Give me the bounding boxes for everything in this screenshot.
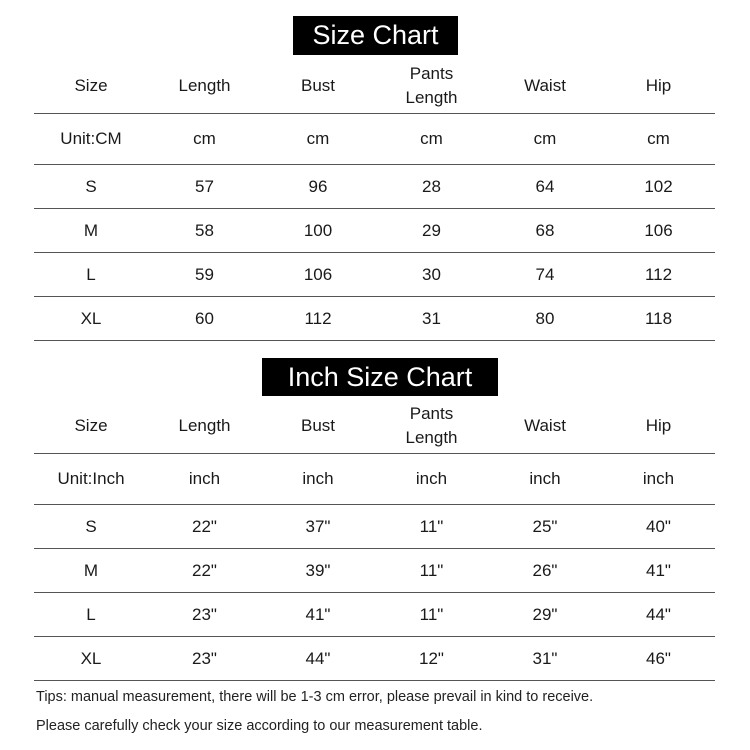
measurement-cell: 29: [375, 209, 488, 253]
measurement-cell: 106: [602, 209, 715, 253]
size-label-cell: XL: [34, 297, 148, 341]
column-header: Pants Length: [375, 398, 488, 454]
size-label-cell: L: [34, 253, 148, 297]
column-header: Waist: [488, 58, 602, 114]
measurement-cell: 59: [148, 253, 261, 297]
measurement-tip: Tips: manual measurement, there will be 1-3 cm error, please prevail in kind to receive.: [36, 689, 594, 705]
table-row: [34, 637, 715, 681]
unit-cell: Unit:Inch: [34, 454, 148, 505]
unit-cell: inch: [488, 454, 602, 505]
unit-cell: inch: [148, 454, 261, 505]
column-header: Size: [34, 58, 148, 114]
measurement-cell: 22": [148, 505, 261, 549]
unit-cell: cm: [375, 114, 488, 165]
size-check-note: Please carefully check your size according to our measurement table.: [36, 718, 483, 734]
size-label-cell: S: [34, 165, 148, 209]
measurement-cell: 31: [375, 297, 488, 341]
measurement-cell: 102: [602, 165, 715, 209]
measurement-cell: 44": [602, 593, 715, 637]
measurement-cell: 68: [488, 209, 602, 253]
measurement-cell: 58: [148, 209, 261, 253]
measurement-cell: 46": [602, 637, 715, 681]
table-row: [34, 209, 715, 253]
table-row: [34, 505, 715, 549]
measurement-cell: 96: [261, 165, 375, 209]
column-header: Pants Length: [375, 58, 488, 114]
measurement-cell: 80: [488, 297, 602, 341]
measurement-cell: 118: [602, 297, 715, 341]
inch-header-row: [34, 398, 715, 454]
unit-cell: cm: [488, 114, 602, 165]
cm-header-row: [34, 58, 715, 114]
size-label-cell: XL: [34, 637, 148, 681]
measurement-cell: 23": [148, 637, 261, 681]
unit-cell: cm: [148, 114, 261, 165]
unit-cell: inch: [602, 454, 715, 505]
measurement-cell: 41": [602, 549, 715, 593]
table-row: [34, 549, 715, 593]
measurement-cell: 12": [375, 637, 488, 681]
measurement-cell: 40": [602, 505, 715, 549]
inch-size-chart-title: Inch Size Chart: [262, 358, 498, 396]
measurement-cell: 37": [261, 505, 375, 549]
column-header: Length: [148, 398, 261, 454]
measurement-cell: 74: [488, 253, 602, 297]
measurement-cell: 11": [375, 549, 488, 593]
table-row: [34, 253, 715, 297]
column-header: Size: [34, 398, 148, 454]
measurement-cell: 25": [488, 505, 602, 549]
measurement-cell: 64: [488, 165, 602, 209]
measurement-cell: 11": [375, 505, 488, 549]
column-header: Hip: [602, 58, 715, 114]
table-row: [34, 297, 715, 341]
measurement-cell: 60: [148, 297, 261, 341]
measurement-cell: 11": [375, 593, 488, 637]
size-label-cell: L: [34, 593, 148, 637]
measurement-cell: 57: [148, 165, 261, 209]
measurement-cell: 112: [261, 297, 375, 341]
measurement-cell: 106: [261, 253, 375, 297]
measurement-cell: 30: [375, 253, 488, 297]
table-row: [34, 165, 715, 209]
cm-size-table: [34, 58, 715, 341]
size-label-cell: M: [34, 209, 148, 253]
unit-cell: cm: [602, 114, 715, 165]
unit-cell: Unit:CM: [34, 114, 148, 165]
column-header: Bust: [261, 398, 375, 454]
cm-unit-row: [34, 114, 715, 165]
column-header: Bust: [261, 58, 375, 114]
size-label-cell: S: [34, 505, 148, 549]
size-label-cell: M: [34, 549, 148, 593]
measurement-cell: 112: [602, 253, 715, 297]
measurement-cell: 31": [488, 637, 602, 681]
measurement-cell: 44": [261, 637, 375, 681]
measurement-cell: 23": [148, 593, 261, 637]
unit-cell: cm: [261, 114, 375, 165]
cm-size-chart-title: Size Chart: [293, 16, 458, 55]
measurement-cell: 28: [375, 165, 488, 209]
measurement-cell: 29": [488, 593, 602, 637]
table-row: [34, 593, 715, 637]
inch-size-table: [34, 398, 715, 681]
measurement-cell: 39": [261, 549, 375, 593]
measurement-cell: 41": [261, 593, 375, 637]
column-header: Length: [148, 58, 261, 114]
inch-unit-row: [34, 454, 715, 505]
unit-cell: inch: [375, 454, 488, 505]
measurement-cell: 22": [148, 549, 261, 593]
column-header: Hip: [602, 398, 715, 454]
measurement-cell: 26": [488, 549, 602, 593]
column-header: Waist: [488, 398, 602, 454]
unit-cell: inch: [261, 454, 375, 505]
measurement-cell: 100: [261, 209, 375, 253]
